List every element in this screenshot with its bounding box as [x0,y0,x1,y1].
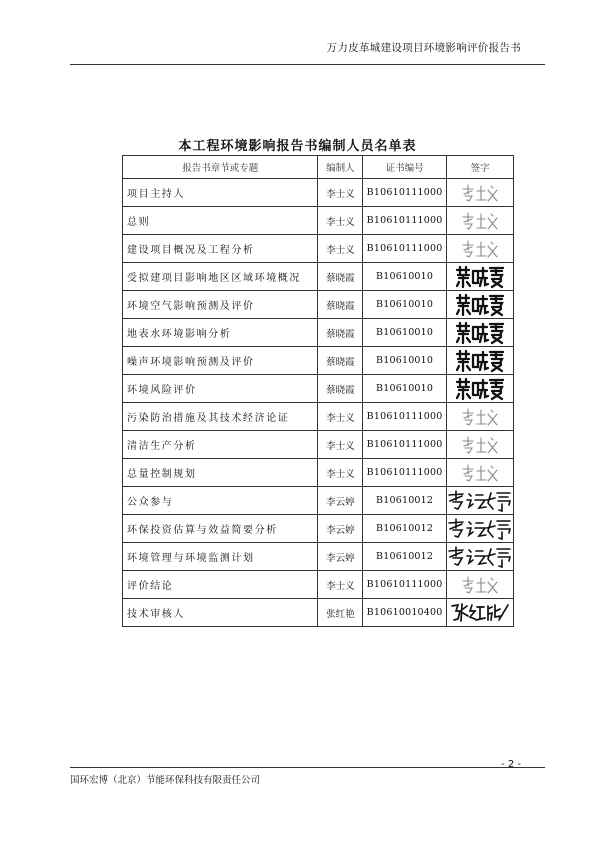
table-row [123,179,514,207]
certificate-cell: B10610111000 [363,431,447,459]
signature-cell [446,571,513,599]
handwritten-signature [447,574,513,596]
handwritten-signature [447,462,513,484]
author-cell: 李士义 [318,179,363,207]
section-cell: 环境管理与环境监测计划 [123,543,318,571]
author-cell: 李士义 [318,459,363,487]
table-row [123,235,514,263]
signature-cell [446,515,513,543]
handwritten-signature [447,265,513,289]
certificate-cell: B10610111000 [363,235,447,263]
signature-cell [446,291,513,319]
signature-cell [446,347,513,375]
report-header-title: 万力皮革城建设项目环境影响评价报告书 [326,42,521,54]
section-cell: 建设项目概况及工程分析 [123,235,318,263]
table-row [123,403,514,431]
handwritten-signature [447,545,513,569]
section-cell: 环境风险评价 [123,375,318,403]
author-cell: 蔡晓霞 [318,319,363,347]
signature-cell [446,459,513,487]
section-cell: 项目主持人 [123,179,318,207]
table-row [123,571,514,599]
author-cell: 蔡晓霞 [318,347,363,375]
table-row [123,263,514,291]
author-cell: 李云婷 [318,543,363,571]
author-cell: 蔡晓霞 [318,291,363,319]
section-cell: 评价结论 [123,571,318,599]
certificate-cell: B10610111000 [363,459,447,487]
handwritten-signature [447,293,513,317]
table-header-row [123,156,514,179]
handwritten-signature [447,182,513,204]
staff-roster-table [122,155,514,627]
certificate-cell: B10610012 [363,515,447,543]
handwritten-signature [447,601,513,625]
handwritten-signature [447,321,513,345]
column-header-certificate: 证书编号 [363,156,447,179]
signature-cell [446,179,513,207]
certificate-cell: B10610111000 [363,571,447,599]
column-header-signature: 签字 [446,156,513,179]
table-row [123,431,514,459]
certificate-cell: B10610111000 [363,403,447,431]
certificate-cell: B10610111000 [363,207,447,235]
section-cell: 受拟建项目影响地区区域环境概况 [123,263,318,291]
signature-cell [446,487,513,515]
table-row [123,543,514,571]
section-cell: 污染防治措施及其技术经济论证 [123,403,318,431]
column-header-author: 编制人 [318,156,363,179]
handwritten-signature [447,434,513,456]
handwritten-signature [447,238,513,260]
table-row [123,459,514,487]
certificate-cell: B10610111000 [363,179,447,207]
author-cell: 李士义 [318,403,363,431]
signature-cell [446,235,513,263]
author-cell: 李云婷 [318,487,363,515]
certificate-cell: B10610010 [363,291,447,319]
certificate-cell: B10610010 [363,375,447,403]
table-title: 本工程环境影响报告书编制人员名单表 [178,139,417,154]
signature-cell [446,263,513,291]
author-cell: 李士义 [318,207,363,235]
author-cell: 张红艳 [318,599,363,627]
section-cell: 清洁生产分析 [123,431,318,459]
author-cell: 蔡晓霞 [318,375,363,403]
signature-cell [446,599,513,627]
table-row [123,515,514,543]
author-cell: 李云婷 [318,515,363,543]
section-cell: 环境空气影响预测及评价 [123,291,318,319]
author-cell: 李士义 [318,571,363,599]
signature-cell [446,375,513,403]
header-divider [70,64,545,65]
table-row [123,347,514,375]
certificate-cell: B10610010 [363,347,447,375]
section-cell: 公众参与 [123,487,318,515]
section-cell: 技术审核人 [123,599,318,627]
handwritten-signature [447,489,513,513]
handwritten-signature [447,406,513,428]
certificate-cell: B10610012 [363,543,447,571]
handwritten-signature [447,517,513,541]
table-row [123,599,514,627]
signature-cell [446,543,513,571]
table-row [123,375,514,403]
author-cell: 蔡晓霞 [318,263,363,291]
page-number: - 2 - [501,759,521,770]
handwritten-signature [447,210,513,232]
table-row [123,319,514,347]
section-cell: 地表水环境影响分析 [123,319,318,347]
table-row [123,207,514,235]
certificate-cell: B10610012 [363,487,447,515]
signature-cell [446,431,513,459]
handwritten-signature [447,349,513,373]
footer-divider [70,767,545,768]
certificate-cell: B10610010 [363,263,447,291]
section-cell: 总量控制规划 [123,459,318,487]
signature-cell [446,319,513,347]
section-cell: 总则 [123,207,318,235]
table-row [123,487,514,515]
table-row [123,291,514,319]
signature-cell [446,207,513,235]
signature-cell [446,403,513,431]
certificate-cell: B10610010400 [363,599,447,627]
certificate-cell: B10610010 [363,319,447,347]
handwritten-signature [447,377,513,401]
column-header-section: 报告书章节或专题 [123,156,318,179]
section-cell: 噪声环境影响预测及评价 [123,347,318,375]
author-cell: 李士义 [318,235,363,263]
footer-company: 国环宏博（北京）节能环保科技有限责任公司 [70,775,261,786]
section-cell: 环保投资估算与效益简要分析 [123,515,318,543]
author-cell: 李士义 [318,431,363,459]
